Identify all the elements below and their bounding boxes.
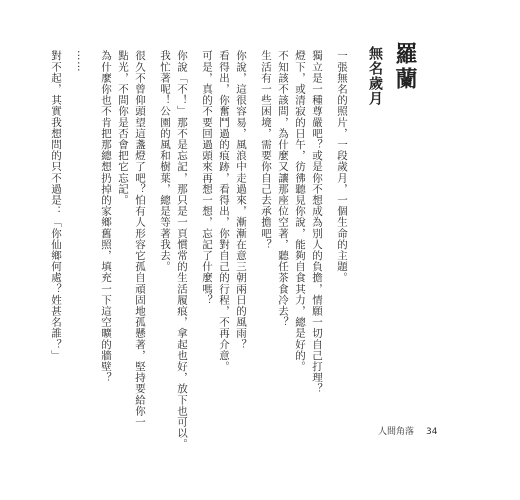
stanza-gap bbox=[148, 50, 156, 340]
section-title: 人間角落 bbox=[378, 427, 415, 437]
poem-line: …… bbox=[75, 50, 87, 73]
poem-body bbox=[47, 50, 350, 450]
poem-line: 你說，這很容易，風浪中走過來，漸漸在意三朝兩日的風雨？ bbox=[235, 50, 247, 350]
stanza-gap bbox=[89, 50, 97, 340]
stanza-gap bbox=[190, 50, 198, 340]
poem-line: 很久不曾仰頭望這盞燈了吧？怕有人形容它孤自頑固地孤懸著，堅持要給你一 bbox=[134, 50, 146, 428]
poem-line: 對不起，其實我想問的只不過是：「你仙鄉何處？姓甚名誰？」 bbox=[50, 50, 62, 361]
poem-line: 生活有一些困境，需要你自己去承擔吧？ bbox=[260, 50, 272, 250]
stanza-gap bbox=[64, 50, 72, 340]
poem-line: 看得出，你奮鬥過的痕跡，看得出，你對自己的行程，不再介意。 bbox=[218, 50, 230, 372]
poem-line: 不知該不該問，為什麼又讓那座位空著，聽任茶食冷去？ bbox=[277, 50, 289, 328]
page-footer bbox=[378, 424, 437, 437]
poem-title: 無名歲月 bbox=[367, 46, 383, 106]
poem-line: 我忙著呢！公園的風和樹葉，總是等著我去。 bbox=[159, 50, 171, 272]
poem-line: 為什麼你也不肯把那總想扔掉的家鄉舊照，填充一下這空曠的牆壁？ bbox=[100, 50, 112, 383]
poem-line: 你說「不！」那不是忘記，那只是一頁慣常的生活履痕，拿起也好，放下也可以。 bbox=[176, 50, 188, 450]
poem-line: 點光，不問你是否會把它忘記。 bbox=[117, 50, 129, 206]
stanza-gap bbox=[325, 50, 333, 340]
page-number: 34 bbox=[426, 427, 438, 437]
stanza-gap bbox=[249, 50, 257, 340]
author-name: 羅蘭 bbox=[392, 42, 417, 92]
poem-line: 燈下，或清寂的日午，彷彿聽見你說，能夠自食其力，總是好的。 bbox=[294, 50, 306, 372]
poem-line: 一張無名的照片，一段歲月，一個生命的主題。 bbox=[336, 50, 348, 284]
poem-line: 獨立是一種尊嚴吧？或是你不想成為別人的負擔，情願一切自己打理？ bbox=[311, 50, 323, 395]
poem-line: 可是，真的不要回過頭來再想一想，忘記了什麼嗎？ bbox=[201, 50, 213, 306]
